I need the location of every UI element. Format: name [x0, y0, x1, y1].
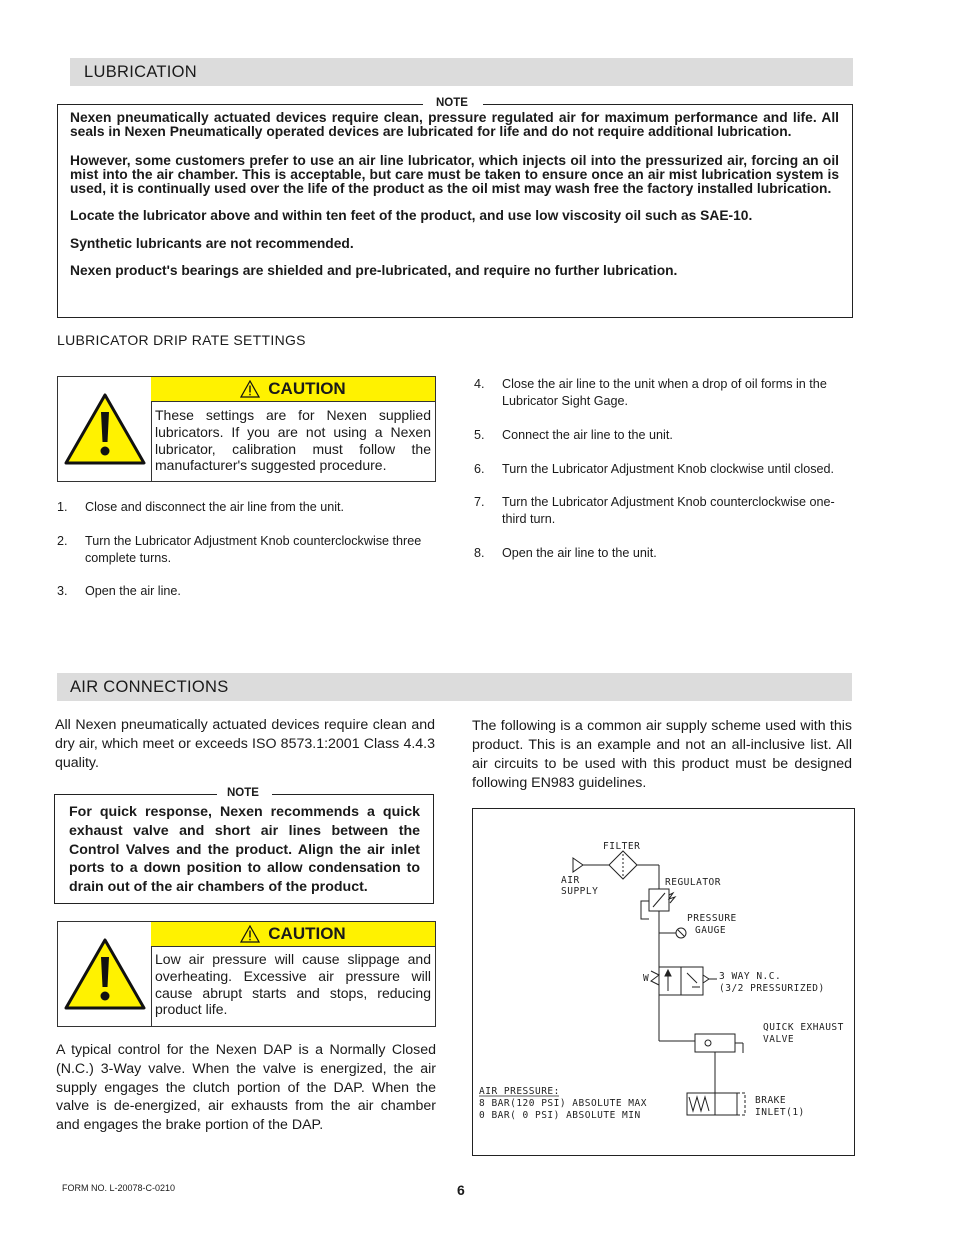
step-text: Turn the Lubricator Adjustment Knob counterclockwise three complete turns.: [85, 534, 422, 565]
step-number: 1.: [57, 500, 68, 514]
step-text: Connect the air line to the unit.: [502, 428, 673, 442]
lubrication-title: LUBRICATION: [84, 62, 198, 81]
air-note-top-line-right: [272, 794, 434, 795]
three-way-valve-right: [681, 967, 703, 995]
small-warning-icon: [240, 380, 260, 398]
air-supply-arrow-icon: [573, 858, 583, 872]
caution-text: Low air pressure will cause slippage and overheating. Excessive air pressure will cause abrupt starts and stops, reducing product life.: [155, 951, 431, 1018]
step-text: Open the air line.: [85, 584, 181, 598]
diagram-label-air-pressure: AIR PRESSURE:: [479, 1086, 560, 1097]
air-connections-title: AIR CONNECTIONS: [70, 677, 229, 696]
diagram-label-valve-1: 3 WAY N.C.: [719, 971, 782, 982]
air-caution-box: [57, 921, 436, 1027]
air-intro-text: All Nexen pneumatically actuated devices require clean and dry air, which meet or exceeds ISO 8573.1:2001 Class 4.4.3 quality.: [55, 717, 435, 771]
caution-text: These settings are for Nexen supplied lubricators. If you are not using a Nexen lubricator, calibration must follow the manufacturer's suggested procedure.: [155, 407, 431, 474]
pneumatic-schematic: [473, 809, 854, 1155]
step-number: 7.: [474, 495, 485, 509]
note-paragraph: Synthetic lubricants are not recommended.: [70, 235, 354, 251]
diagram-label-pressure: PRESSURE: [687, 913, 737, 924]
caution-header: [151, 922, 435, 947]
step-text: Turn the Lubricator Adjustment Knob clockwise until closed.: [502, 462, 835, 476]
caution-label: CAUTION: [268, 379, 346, 398]
air-supply-diagram: [472, 808, 855, 1156]
lubrication-note-content: [70, 111, 839, 278]
diagram-label-quick-1: QUICK EXHAUST: [763, 1022, 844, 1033]
step-number: 2.: [57, 534, 68, 548]
diagram-label-w: W: [643, 973, 650, 984]
drip-rate-title: LUBRICATOR DRIP RATE SETTINGS: [57, 332, 306, 348]
warning-icon-cell: [58, 922, 152, 1026]
diagram-label-inlet: INLET(1): [755, 1107, 805, 1118]
lubrication-header: [70, 58, 853, 86]
drip-caution-box: [57, 376, 436, 482]
step-number: 4.: [474, 377, 485, 391]
note-paragraph: Nexen product's bearings are shielded and pre-lubricated, and require no further lubrication.: [70, 263, 678, 279]
diagram-label-supply: SUPPLY: [561, 886, 599, 897]
diagram-label-min: 0 BAR( 0 PSI) ABSOLUTE MIN: [479, 1110, 641, 1121]
typical-control-text: A typical control for the Nexen DAP is a Normally Closed (N.C.) 3-Way valve. When the valve is energized, the air supply engages the clutch portion of the DAP. When the valve is de-energized, air exhausts from the air chamber and engages the brake portion of the DAP.: [56, 1042, 436, 1134]
diagram-label-max: 8 BAR(120 PSI) ABSOLUTE MAX: [479, 1098, 647, 1109]
step-text: Open the air line to the unit.: [502, 546, 657, 560]
diagram-label-valve-2: (3/2 PRESSURIZED): [719, 983, 825, 994]
page-number: 6: [457, 1182, 465, 1198]
form-number: FORM NO. L-20078-C-0210: [62, 1183, 176, 1193]
note-top-line-left: [57, 104, 423, 105]
scheme-intro-text: The following is a common air supply scheme used with this product. This is an example and not an all-inclusive list. All air circuits to be used with this product must be designed following EN983 guidelines.: [472, 718, 852, 791]
caution-header: [151, 377, 435, 402]
small-warning-icon: [240, 925, 260, 943]
note-paragraph: Nexen pneumatically actuated devices require clean, pressure regulated air for maximum performance and life. All seals in Nexen Pneumatically operated devices are lubricated for life and do not require additional lubrication.: [70, 110, 839, 140]
air-connections-header: [57, 673, 852, 701]
diagram-label-regulator: REGULATOR: [665, 877, 721, 888]
air-note-label: NOTE: [219, 787, 267, 799]
note-paragraph: Locate the lubricator above and within ten feet of the product, and use low viscosity oil such as SAE-10.: [70, 208, 753, 224]
step-text: Turn the Lubricator Adjustment Knob counterclockwise one-third turn.: [502, 495, 835, 526]
diagram-label-brake: BRAKE: [755, 1095, 787, 1106]
note-paragraph: However, some customers prefer to use an air line lubricator, which injects oil into the pressurized air, forcing an oil mist into the air chamber. This is acceptable, but care must be taken to ensure once an air mist lubrication system is used, it is continually used over the life of the product as the oil mist may wash free the factory installed lubrication.: [70, 152, 839, 197]
step-number: 3.: [57, 584, 68, 598]
air-note-top-line-left: [54, 794, 217, 795]
diagram-label-quick-2: VALVE: [763, 1034, 795, 1045]
caution-label: CAUTION: [268, 924, 346, 943]
diagram-label-gauge: GAUGE: [695, 925, 727, 936]
diagram-label-filter: FILTER: [603, 841, 641, 852]
warning-triangle-icon: [63, 937, 147, 1011]
three-way-valve-left: [659, 967, 681, 995]
quick-exhaust-valve: [695, 1034, 735, 1052]
lubrication-note-label: NOTE: [428, 97, 476, 109]
step-number: 6.: [474, 462, 485, 476]
warning-icon-cell: [58, 377, 152, 481]
step-text: Close and disconnect the air line from the unit.: [85, 500, 345, 514]
warning-triangle-icon: [63, 392, 147, 466]
step-number: 5.: [474, 428, 485, 442]
step-text: Close the air line to the unit when a drop of oil forms in the Lubricator Sight Gage.: [502, 377, 827, 408]
note-top-line-right: [483, 104, 853, 105]
air-note-text: For quick response, Nexen recommends a quick exhaust valve and short air lines between the Control Valves and the product. Align the air inlet ports to a down position to allow condensation to drain out of the air chambers of the product.: [69, 804, 420, 896]
step-number: 8.: [474, 546, 485, 560]
diagram-label-air: AIR: [561, 875, 580, 886]
